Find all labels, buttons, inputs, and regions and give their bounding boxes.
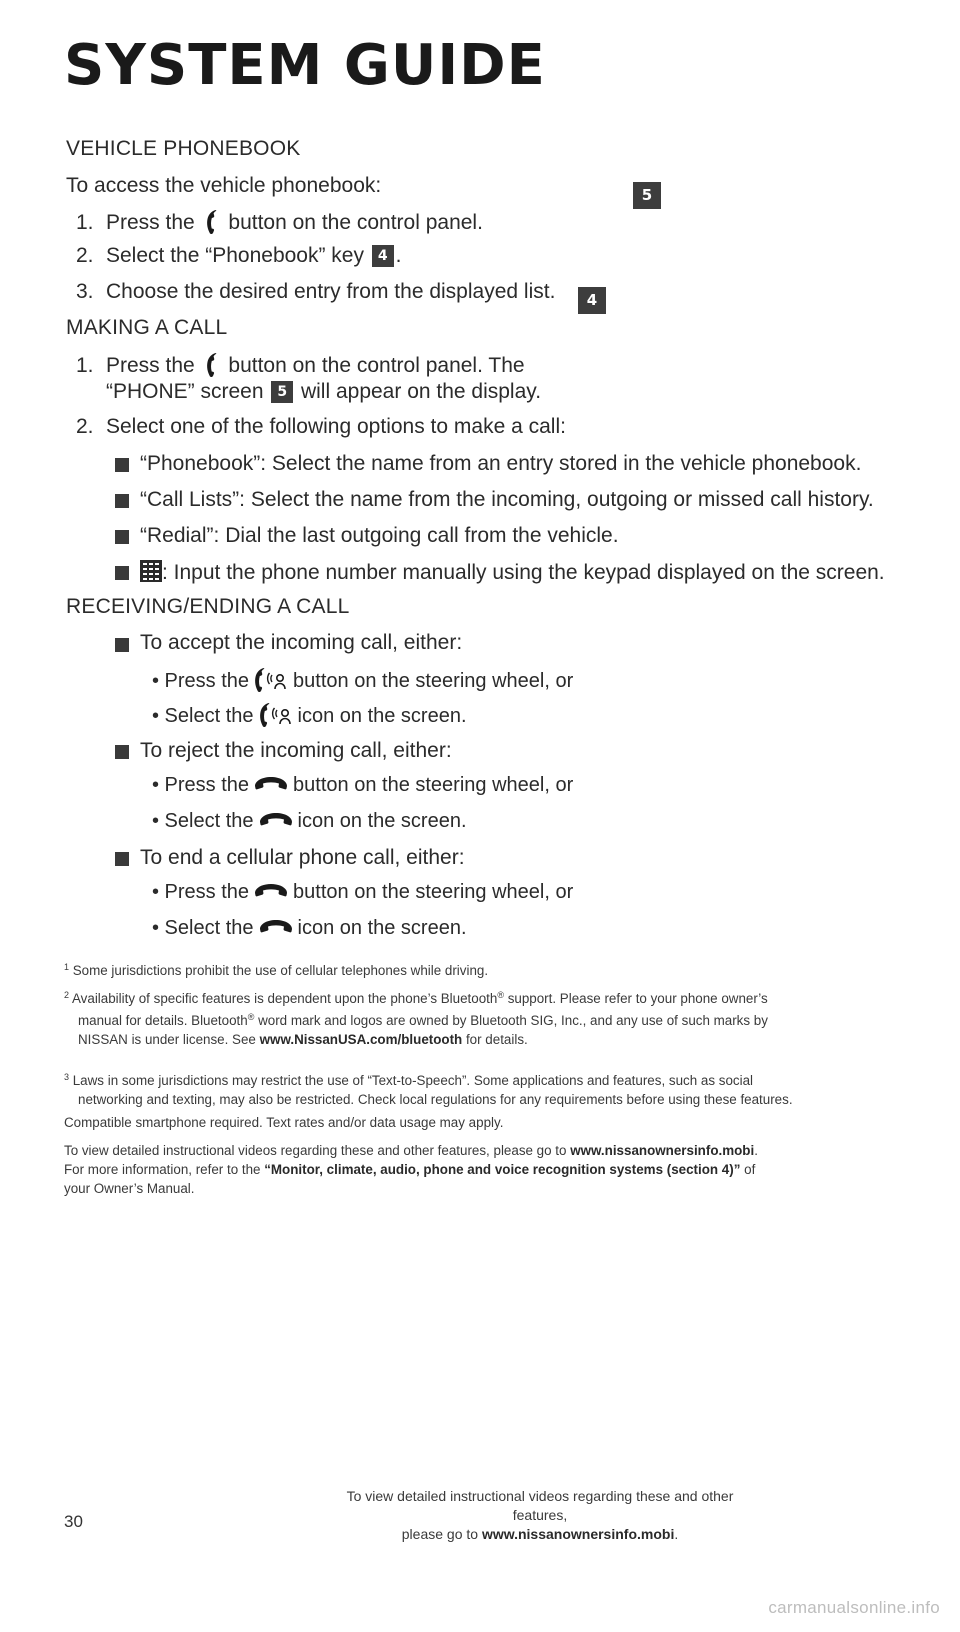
badge-5-inline: 5 xyxy=(271,381,293,403)
bullet-square xyxy=(115,745,129,759)
step-text: button on the control panel. xyxy=(228,211,483,234)
voice-call-icon xyxy=(258,702,294,728)
end-call-icon xyxy=(258,811,294,827)
reject-press xyxy=(152,774,573,797)
step-text: • Press the xyxy=(152,774,250,796)
phonebook-step-3 xyxy=(76,280,555,304)
step-text: icon on the screen. xyxy=(297,917,467,939)
footnote-text: NISSAN is under license. See xyxy=(78,1032,260,1047)
accept-heading: To accept the incoming call, either: xyxy=(140,631,463,654)
page-number: 30 xyxy=(64,1512,83,1531)
footnote-text: for details. xyxy=(462,1032,528,1047)
step-text: • Press the xyxy=(152,670,250,692)
badge-4-inline: 4 xyxy=(372,245,394,267)
step-text: button on the steering wheel, or xyxy=(293,670,574,692)
phonebook-step-1 xyxy=(76,209,483,235)
bullet-square xyxy=(115,530,129,544)
step-number: 1. xyxy=(76,211,94,234)
note-text: your Owner’s Manual. xyxy=(64,1181,195,1196)
step-text: icon on the screen. xyxy=(297,705,467,727)
phone-icon xyxy=(205,352,219,378)
section-heading-making-call: MAKING A CALL xyxy=(66,316,228,339)
manual-section-ref: “Monitor, climate, audio, phone and voice recognition systems (section 4)” xyxy=(264,1162,741,1177)
option-redial: “Redial”: Dial the last outgoing call from the vehicle. xyxy=(140,524,619,547)
footnote-1 xyxy=(64,958,914,980)
footer-text: please go to xyxy=(401,1526,482,1542)
footer-link[interactable]: www.nissanownersinfo.mobi xyxy=(481,1526,675,1542)
footnote-marker: 3 xyxy=(64,1072,70,1082)
note-text: . xyxy=(754,1143,758,1158)
option-phonebook: “Phonebook”: Select the name from an entry stored in the vehicle phonebook. xyxy=(140,452,862,475)
end-heading: To end a cellular phone call, either: xyxy=(140,846,465,869)
badge-4: 4 xyxy=(578,287,606,314)
end-select xyxy=(152,917,467,940)
footer-note xyxy=(330,1487,750,1544)
footnote-text: Some jurisdictions prohibit the use of cellular telephones while driving. xyxy=(69,963,489,978)
footnote-marker: 2 xyxy=(64,990,70,1000)
note-text: For more information, refer to the xyxy=(64,1162,265,1177)
bullet-square xyxy=(115,852,129,866)
end-call-icon xyxy=(253,882,289,898)
end-press xyxy=(152,881,573,904)
footer-text: To view detailed instructional videos regarding these and other features, xyxy=(346,1488,734,1523)
footnote-text: manual for details. Bluetooth xyxy=(78,1013,248,1028)
footnote-text: support. Please refer to your phone owner’s xyxy=(503,991,768,1006)
footnote-text: networking and texting, may also be restricted. Check local regulations for any requirements before using these features. xyxy=(78,1092,793,1107)
bullet-square xyxy=(115,494,129,508)
videos-note xyxy=(64,1141,914,1198)
step-text: • Press the xyxy=(152,881,250,903)
step-text: • Select the xyxy=(152,917,254,939)
footnote-text: Availability of specific features is dependent upon the phone’s Bluetooth xyxy=(69,991,498,1006)
footer-text: . xyxy=(674,1526,679,1542)
making-step-2 xyxy=(76,415,566,439)
step-text: button on the steering wheel, or xyxy=(293,774,574,796)
step-text: Select one of the following options to make a call: xyxy=(106,415,566,438)
step-text: Choose the desired entry from the displayed list. xyxy=(106,280,556,303)
owners-info-link[interactable]: www.nissanownersinfo.mobi xyxy=(570,1143,755,1158)
step-text: Press the xyxy=(106,211,195,234)
bullet-square xyxy=(115,638,129,652)
option-keypad-text: : Input the phone number manually using the keypad displayed on the screen. xyxy=(162,561,885,584)
accept-press xyxy=(152,667,573,693)
step-text: button on the control panel. The xyxy=(228,354,525,377)
option-keypad xyxy=(140,560,885,585)
footnote-3 xyxy=(64,1068,914,1109)
watermark: carmanualsonline.info xyxy=(768,1598,940,1617)
step-text: Select the “Phonebook” key xyxy=(106,244,364,267)
badge-5: 5 xyxy=(633,182,661,209)
registered-mark: ® xyxy=(247,1012,255,1022)
bluetooth-link[interactable]: www.NissanUSA.com/bluetooth xyxy=(259,1032,463,1047)
note-text: To view detailed instructional videos regarding these and other features, please go to xyxy=(64,1143,571,1158)
step-number: 2. xyxy=(76,415,94,438)
step-text: button on the steering wheel, or xyxy=(293,881,574,903)
making-step-1 xyxy=(76,352,525,378)
phone-icon xyxy=(205,209,219,235)
step-text: will appear on the display. xyxy=(300,380,542,403)
keypad-icon xyxy=(140,560,162,582)
step-text: • Select the xyxy=(152,705,254,727)
step-text: . xyxy=(395,244,402,267)
reject-heading: To reject the incoming call, either: xyxy=(140,739,452,762)
note-text: of xyxy=(740,1162,756,1177)
making-step-1-cont xyxy=(106,380,541,404)
page-title: SYSTEM GUIDE xyxy=(64,33,546,98)
compat-note: Compatible smartphone required. Text rates and/or data usage may apply. xyxy=(64,1115,504,1130)
phonebook-step-2 xyxy=(76,244,401,268)
step-text: Press the xyxy=(106,354,195,377)
step-number: 1. xyxy=(76,354,94,377)
end-call-icon xyxy=(258,918,294,934)
step-text: icon on the screen. xyxy=(297,810,467,832)
phonebook-intro: To access the vehicle phonebook: xyxy=(66,174,382,197)
option-call-lists: “Call Lists”: Select the name from the incoming, outgoing or missed call history. xyxy=(140,488,874,511)
bullet-square xyxy=(115,566,129,580)
step-number: 3. xyxy=(76,280,94,303)
footnote-text: word mark and logos are owned by Bluetooth SIG, Inc., and any use of such marks by xyxy=(254,1013,768,1028)
footnote-marker: 1 xyxy=(64,962,70,972)
reject-select xyxy=(152,810,467,833)
voice-call-icon xyxy=(253,667,289,693)
footnote-2 xyxy=(64,986,914,1049)
bullet-square xyxy=(115,458,129,472)
registered-mark: ® xyxy=(497,990,504,1000)
footnote-text: Laws in some jurisdictions may restrict the use of “Text-to-Speech”. Some applications and features, such as social xyxy=(69,1073,753,1088)
section-heading-phonebook: VEHICLE PHONEBOOK xyxy=(66,137,301,160)
step-text: • Select the xyxy=(152,810,254,832)
step-text: “PHONE” screen xyxy=(106,380,264,403)
step-number: 2. xyxy=(76,244,94,267)
accept-select xyxy=(152,702,467,728)
end-call-icon xyxy=(253,775,289,791)
section-heading-receiving: RECEIVING/ENDING A CALL xyxy=(66,595,350,618)
